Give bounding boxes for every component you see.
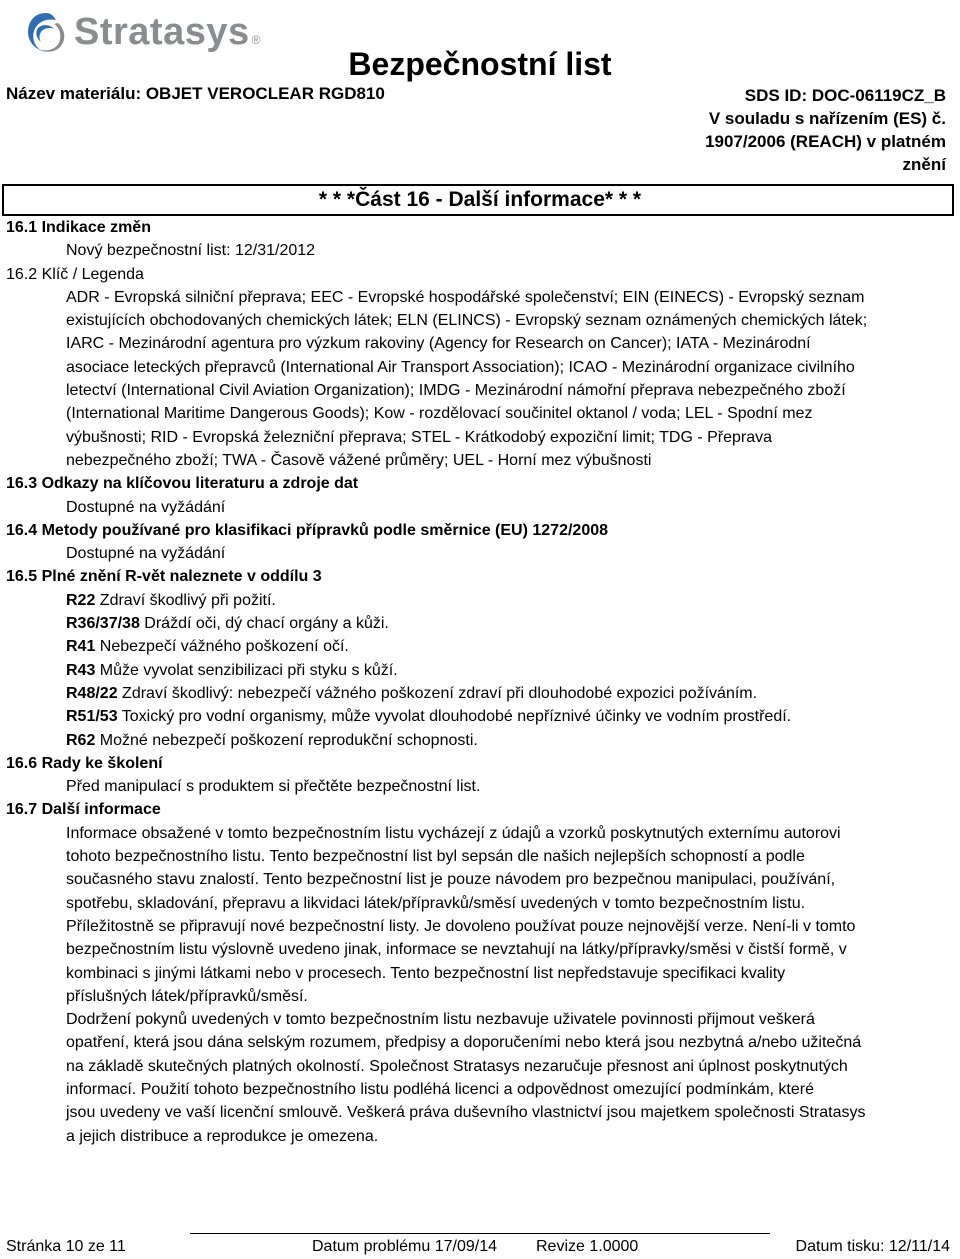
r-phrase-text: Zdraví škodlivý: nebezpečí vážného poškození zdraví při dlouhodobé expozici požíváním. [117,684,758,702]
section-title: * * *Část 16 - Další informace* * * [318,188,642,211]
info-line: Dodržení pokynů uvedených v tomto bezpečnostním listu nezbavuje uživatele povinnosti přijmout veškerá [66,1011,815,1029]
legend-line: letectví (International Civil Aviation Organization); IMDG - Mezinárodní námořní přeprava nebezpečného zboží [66,382,846,400]
logo-wordmark: Stratasys [74,10,250,53]
heading-16-2: 16.2 Klíč / Legenda [6,265,144,283]
info-line: příslušných látek/přípravků/směsí. [66,987,308,1005]
r-phrase-text: Může vyvolat senzibilizaci při styku s kůží. [95,661,398,679]
heading-16-4: 16.4 Metody používané pro klasifikaci přípravků podle směrnice (EU) 1272/2008 [6,521,609,539]
text-16-3: Dostupné na vyžádání [66,498,226,516]
info-line: informací. Použití tohoto bezpečnostního listu podléhá licenci a odpovědnost omezující podmínkám, které [66,1080,814,1098]
sds-id-block [705,84,946,176]
heading-16-5: 16.5 Plné znění R-vět naleznete v oddílu 3 [6,568,322,586]
legend-line: asociace leteckých přepravců (International Air Transport Association); ICAO - Mezinárodní organizace civilního [66,358,855,376]
sds-line: SDS ID: DOC-06119CZ_B [744,86,946,105]
legend-line: existujících obchodovaných chemických látek; ELN (ELINCS) - Evropský seznam oznámených chemických látek; [66,312,868,330]
r-phrase-code: R36/37/38 [66,615,140,633]
r-phrase [6,729,956,752]
footer-divider [190,1233,770,1234]
text-16-6: Před manipulací s produktem si přečtěte bezpečnostní list. [66,778,481,796]
r-phrase-code: R43 [66,661,96,679]
revision: Revize 1.0000 [536,1238,639,1255]
legend-line: výbušnosti; RID - Evropská železniční přeprava; STEL - Krátkodobý expoziční limit; TDG - Přeprava [66,428,773,446]
print-date: Datum tisku: 12/11/14 [795,1238,950,1255]
r-phrase-code: R22 [66,591,96,609]
info-line: kombinaci s jinými látkami nebo v procesech. Tento bezpečnostní list nepředstavuje specifikaci kvality [66,964,786,982]
legend-line: (International Maritime Dangerous Goods); Kow - rozdělovací součinitel oktanol / voda; LEL - Spodní mez [66,405,813,423]
r-phrase-text: Zdraví škodlivý při požití. [95,591,276,609]
info-line: Informace obsažené v tomto bezpečnostním listu vycházejí z údajů a vzorků poskytnutých externímu autorovi [66,824,841,842]
r-phrase-text: Dráždí oči, dý chací orgány a kůži. [139,615,389,633]
r-phrase [6,705,956,728]
r-phrase-code: R41 [66,638,96,656]
info-line: spotřebu, skladování, přepravu a likvidaci látek/přípravků/směsí uvedených v tomto bezpečnostním listu. [66,894,806,912]
r-phrase-code: R62 [66,731,96,749]
material-name: Název materiálu: OBJET VEROCLEAR RGD810 [6,84,385,103]
r-phrase [6,659,956,682]
issue-date: Datum problému 17/09/14 [312,1238,497,1255]
page-number: Stránka 10 ze 11 [6,1238,126,1255]
r-phrase-code: R48/22 [66,684,118,702]
r-phrase [6,682,956,705]
heading-16-7: 16.7 Další informace [6,801,161,819]
r-phrase-text: Toxický pro vodní organismy, může vyvolat dlouhodobé nepříznivé účinky ve vodním prostředí. [117,708,792,726]
sds-line: znění [902,155,946,174]
info-line: bezpečnostním listu výslovně uvedeno jinak, informace se nevztahují na látky/přípravky/směsi v čistší formě, v [66,941,847,959]
heading-16-3: 16.3 Odkazy na klíčovou literaturu a zdroje dat [6,475,359,493]
info-line: opatření, která jsou dána selským rozumem, předpisy a doporučeními nebo která jsou nezbytná a/nebo užitečná [66,1034,862,1052]
info-line: Příležitostně se připravují nové bezpečnostní listy. Je dovoleno používat pouze nejnovější verze. Není-li v tomto [66,917,856,935]
info-line: jsou uvedeny ve vaší licenční smlouvě. Veškerá práva duševního vlastnictví jsou majetkem společnosti Stratasys [66,1104,866,1122]
r-phrase-text: Možné nebezpečí poškození reprodukční schopnosti. [95,731,478,749]
section-content [6,216,956,1148]
r-phrase [6,612,956,635]
text-16-4: Dostupné na vyžádání [66,545,226,563]
r-phrase [6,635,956,658]
heading-16-6: 16.6 Rady ke školení [6,754,163,772]
r-phrase [6,589,956,612]
legend-line: IARC - Mezinárodní agentura pro výzkum rakoviny (Agency for Research on Cancer); IATA - Mezinárodní [66,335,811,353]
r-phrase-code: R51/53 [66,708,118,726]
text-16-1: Nový bezpečnostní list: 12/31/2012 [66,242,316,260]
info-line: tohoto bezpečnostního listu. Tento bezpečnostní list byl sepsán dle našich nejlepších schopností a podle [66,848,805,866]
registered-mark: ® [251,33,261,47]
document-title: Bezpečnostní list [348,46,612,82]
legend-line: ADR - Evropská silniční přeprava; EEC - Evropské hospodářské společenství; EIN (EINECS) - Evropský seznam [66,288,865,306]
sds-line: V souladu s nařízením (ES) č. [708,109,946,128]
r-phrase-text: Nebezpečí vážného poškození očí. [95,638,349,656]
sds-line: 1907/2006 (REACH) v platném [705,132,946,151]
info-line: na základě skutečných platných okolností. Společnost Stratasys nezaručuje přesnost ani úplnost poskytnutých [66,1057,848,1075]
info-line: současného stavu znalostí. Tento bezpečnostní list je pouze návodem pro bezpečnou manipulaci, používání, [66,871,836,889]
info-line: a jejich distribuce a reprodukce je omezena. [66,1127,379,1145]
heading-16-1: 16.1 Indikace změn [6,219,151,236]
legend-line: nebezpečného zboží; TWA - Časově vážené průměry; UEL - Horní mez výbušnosti [66,451,652,469]
